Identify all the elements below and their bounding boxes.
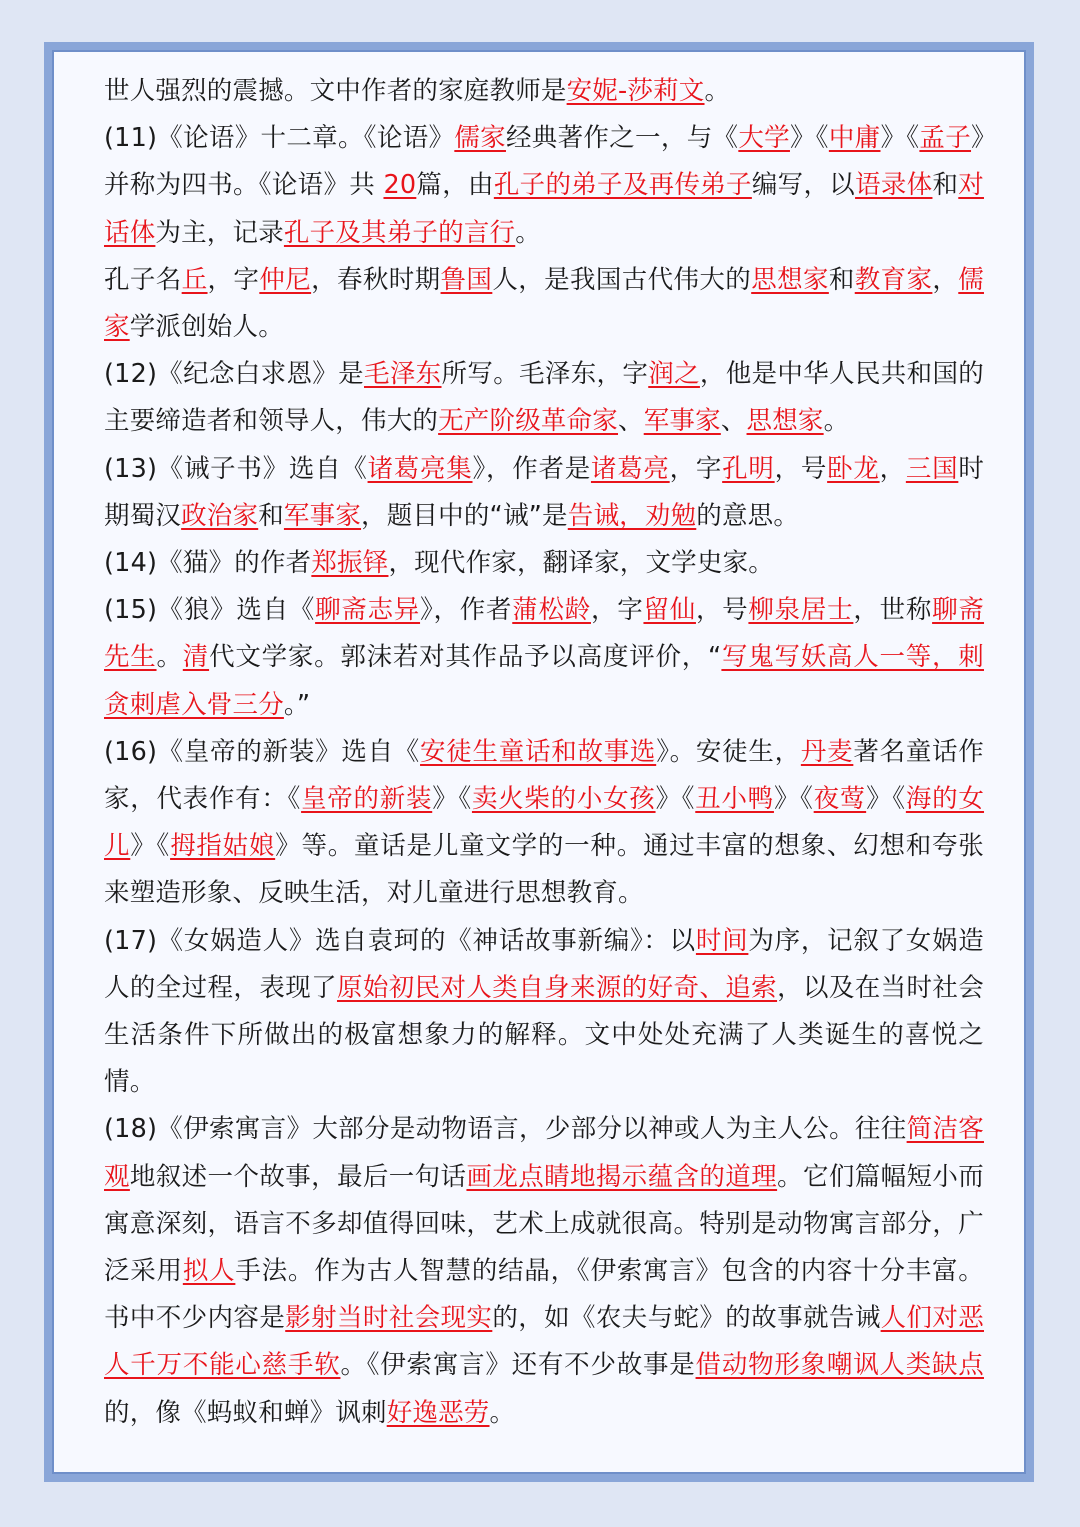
body-text: 人，是我国古代伟大的 — [492, 264, 752, 295]
body-text: 篇，由 — [416, 170, 494, 201]
answer-text: 皇帝的新装 — [301, 784, 433, 815]
body-text: 经典著作之一，与《 — [505, 123, 739, 154]
answer-text: 毛泽东 — [364, 359, 442, 390]
body-text: ，世称 — [853, 595, 933, 626]
answer-text: 三国 — [905, 453, 959, 484]
body-text: (12)《纪念白求恩》是 — [104, 359, 364, 390]
body-text: 》《 — [773, 784, 814, 815]
answer-text: 时间 — [695, 925, 749, 956]
note-paragraph — [104, 729, 984, 918]
answer-text: 安妮-莎莉文 — [566, 76, 705, 106]
body-text: 。 — [704, 76, 731, 106]
answer-text: 鲁国 — [440, 264, 493, 295]
answer-text: 写鬼写妖高人一等，刺贪刺虐入骨三分 — [104, 642, 984, 720]
body-text: 的意思。 — [696, 500, 800, 531]
answer-text: 告诫，劝勉 — [567, 500, 697, 531]
body-text: 的，如《农夫与蛇》的故事就告诫 — [492, 1303, 881, 1334]
answer-text: 思想家 — [751, 264, 829, 295]
answer-text: 丹麦 — [800, 736, 854, 767]
body-text: 。它们篇幅短小而寓意深刻，语言不多却值得回味，艺术上成就很高。特别是动物寓言部分，广泛采用 — [104, 1161, 985, 1287]
answer-text: 20 — [383, 170, 417, 201]
answer-text: 留仙 — [643, 595, 696, 626]
answer-text: 无产阶级革命家 — [438, 406, 619, 437]
body-text: 孔子名 — [104, 264, 182, 295]
body-text: 世人强烈的震撼。文中作者的家庭教师是 — [104, 76, 567, 106]
answer-text: 简洁客观 — [104, 1114, 984, 1192]
body-text: 代文学家。郭沫若对其作品予以高度评价，“ — [209, 642, 722, 673]
body-text: ，号 — [695, 595, 749, 626]
answer-text: 蒲松龄 — [512, 595, 591, 626]
answer-text: 中庸 — [828, 123, 881, 154]
body-text: 》《 — [432, 784, 472, 815]
notes-content — [104, 68, 984, 1437]
note-paragraph — [104, 540, 984, 587]
body-text: 。 — [156, 642, 183, 673]
body-text: ， — [932, 264, 959, 295]
answer-text: 孟子 — [919, 123, 972, 154]
answer-text: 丑小鸭 — [695, 784, 774, 815]
answer-text: 拇指姑娘 — [170, 831, 276, 862]
answer-text: 夜莺 — [813, 784, 867, 815]
body-text: 著名童话作家，代表作有：《 — [104, 736, 984, 815]
note-paragraph — [104, 446, 984, 540]
answer-text: 柳泉居士 — [748, 595, 854, 626]
answer-text: 军事家 — [283, 500, 362, 531]
answer-text: 拟人 — [182, 1256, 236, 1287]
body-text: 所写。毛泽东，字 — [441, 359, 649, 390]
body-text: 手法。作为古人智慧的结晶，《伊索寓言》包含的内容十分丰富。书中不少内容是 — [104, 1256, 984, 1334]
body-text: 为序，记叙了女娲造人的全过程，表现了 — [104, 925, 984, 1003]
note-paragraph — [104, 351, 984, 445]
body-text: ，号 — [774, 453, 828, 484]
body-text: (18)《伊索寓言》大部分是动物语言，少部分以神或人为主人公。往往 — [104, 1114, 907, 1145]
answer-text: 卧龙 — [827, 453, 880, 484]
note-paragraph — [104, 115, 984, 257]
body-text: 。” — [283, 689, 311, 720]
answer-text: 教育家 — [854, 264, 933, 295]
body-text: 》并称为四书。《论语》共 — [104, 123, 984, 201]
answer-text: 海的女儿 — [104, 784, 985, 862]
answer-text: 孔子及其弟子的言行 — [283, 217, 516, 248]
body-text: ， — [879, 453, 906, 484]
answer-text: 安徒生童话和故事选 — [420, 736, 657, 767]
body-text: 和 — [932, 170, 959, 201]
body-text: (14)《猫》的作者 — [104, 548, 312, 579]
answer-text: 思想家 — [746, 406, 824, 437]
answer-text: 军事家 — [643, 406, 721, 437]
body-text: ，字 — [207, 264, 260, 295]
answer-text: 聊斋先生 — [104, 595, 985, 673]
answer-text: 借动物形象嘲讽人类缺点 — [695, 1350, 984, 1381]
answer-text: 郑振铎 — [311, 548, 389, 579]
answer-text: 儒家 — [104, 264, 984, 343]
body-text: 》，作者是 — [472, 453, 591, 484]
body-text: 》等。童话是儿童文学的一种。通过丰富的想象、幻想和夸张来塑造形象、反映生活，对儿童进行思想教育。 — [104, 831, 984, 909]
body-text: 。《伊索寓言》还有不少故事是 — [340, 1350, 696, 1381]
body-text: ，题目中的“诫”是 — [361, 500, 568, 531]
body-text: 》。安徒生， — [656, 736, 801, 767]
answer-text: 好逸恶劳 — [386, 1397, 490, 1428]
body-text: 和 — [828, 264, 855, 295]
body-text: ，现代作家，翻译家，文学史家。 — [388, 548, 774, 579]
note-paragraph — [104, 1106, 984, 1436]
answer-text: 诸葛亮 — [590, 453, 670, 484]
note-paragraph — [104, 257, 984, 351]
answer-text: 丘 — [181, 264, 208, 295]
body-text: 》《 — [655, 784, 696, 815]
answer-text: 仲尼 — [259, 264, 312, 295]
body-text: ，春秋时期 — [311, 264, 441, 295]
answer-text: 孔明 — [722, 453, 775, 484]
body-text: (13)《诫子书》选自《 — [104, 453, 368, 484]
body-text: 和 — [258, 500, 284, 531]
body-text: (17)《女娲造人》选自袁珂的《神话故事新编》：以 — [104, 925, 696, 956]
body-text: ，字 — [590, 595, 644, 626]
body-text: ，以及在当时社会生活条件下所做出的极富想象力的解释。文中处处充满了人类诞生的喜悦之情。 — [104, 972, 984, 1098]
answer-text: 润之 — [648, 359, 700, 390]
body-text: 》《 — [789, 123, 829, 154]
answer-text: 卖火柴的小女孩 — [471, 784, 656, 815]
body-text: ，字 — [669, 453, 723, 484]
note-paragraph — [104, 68, 984, 115]
answer-text: 诸葛亮集 — [367, 453, 473, 484]
answer-text: 原始初民对人类自身来源的好奇、追索 — [336, 972, 778, 1003]
answer-text: 画龙点睛地揭示蕴含的道理 — [466, 1161, 778, 1192]
answer-text: 孔子的弟子及再传弟子 — [493, 170, 752, 201]
body-text: 学派创始人。 — [129, 312, 284, 343]
body-text: (16)《皇帝的新装》选自《 — [104, 736, 421, 767]
body-text: 。 — [515, 217, 541, 248]
body-text: 》，作者 — [420, 595, 513, 626]
body-text: (15)《狼》选自《 — [104, 595, 316, 626]
answer-text: 大学 — [738, 123, 790, 154]
body-text: 、 — [720, 406, 747, 437]
answer-text: 影射当时社会现实 — [285, 1303, 493, 1334]
body-text: ，他是中华人民共和国的主要缔造者和领导人，伟大的 — [104, 359, 985, 437]
body-text: 》《 — [880, 123, 920, 154]
body-text: 、 — [618, 406, 644, 437]
answer-text: 对话体 — [104, 170, 984, 248]
body-text: 编写，以 — [751, 170, 856, 201]
body-text: (11)《论语》十二章。《论语》 — [104, 123, 455, 154]
body-text: 。 — [823, 406, 850, 437]
note-paragraph — [104, 587, 984, 729]
answer-text: 人们对恶人千万不能心慈手软 — [104, 1303, 984, 1381]
body-text: 》《 — [866, 784, 906, 815]
body-text: 为主，记录 — [155, 217, 284, 248]
answer-text: 聊斋志异 — [315, 595, 421, 626]
answer-text: 儒家 — [454, 123, 506, 154]
answer-text: 政治家 — [181, 500, 259, 531]
body-text: 时期蜀汉 — [104, 453, 985, 531]
body-text: 地叙述一个故事，最后一句话 — [129, 1161, 467, 1192]
body-text: 》《 — [130, 831, 171, 862]
answer-text: 语录体 — [855, 170, 933, 201]
answer-text: 清 — [182, 642, 210, 673]
note-paragraph — [104, 918, 984, 1107]
body-text: 。 — [489, 1397, 516, 1428]
body-text: 的，像《蚂蚁和蝉》讽刺 — [104, 1397, 387, 1428]
